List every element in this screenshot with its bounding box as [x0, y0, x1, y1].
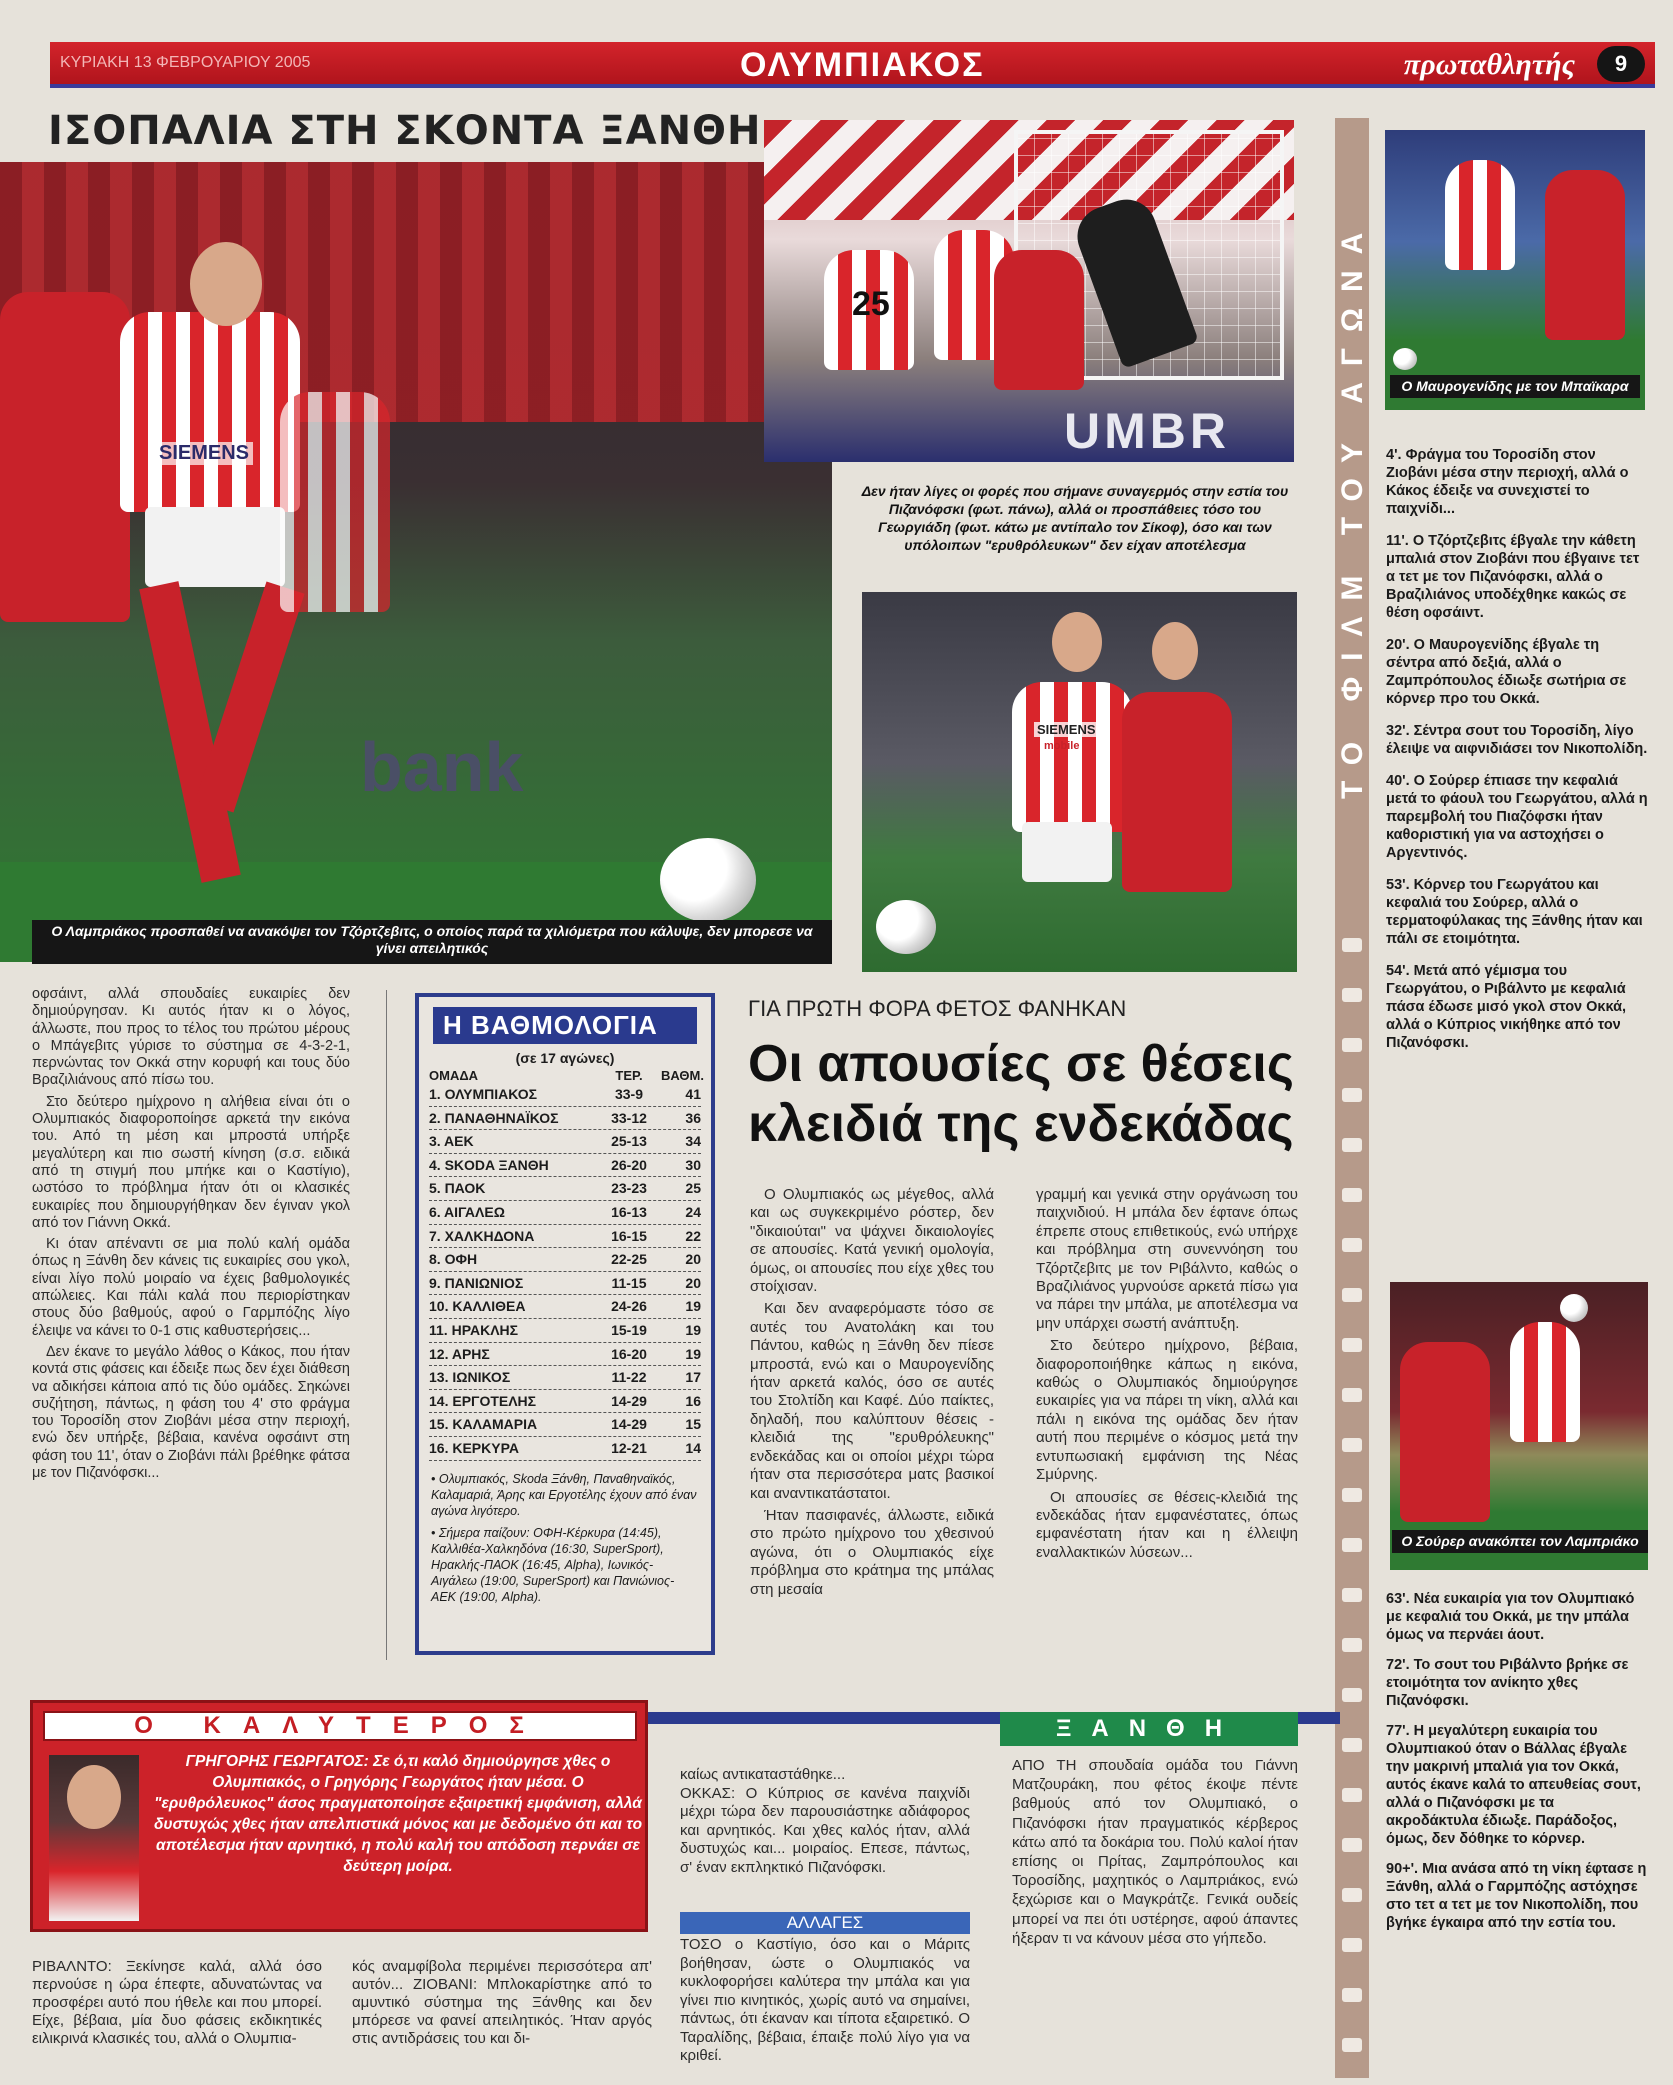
film-event: 72'. Το σουτ του Ριβάλντο βρήκε σε ετοιμότητα τον ανίκητο χθες Πιζανόφσκι.: [1386, 1657, 1629, 1709]
standings-row: 16. ΚΕΡΚΥΡΑ 12-21 14: [429, 1437, 701, 1461]
paragraph: Στο δεύτερο ημίχρονο, βέβαια, διαφοροποιήθηκε κάπως η εικόνα, καθώς ο Ολυμπιακός δημιούργησε ευκαιρίες για να πάρει τη νίκη, αλλά και πάλι η εικόνα της ομάδας δεν ήταν αυτή που περιμένε ο κόσμος μετά την εντυπωσιακή εμφάνιση της Νέας Σμύρνης.: [1036, 1337, 1298, 1484]
page-header: [50, 42, 1655, 88]
section-title: ΟΛΥΜΠΙΑΚΟΣ: [740, 46, 985, 84]
left-article-column: [32, 986, 350, 1482]
article-kicker: ΓΙΑ ΠΡΩΤΗ ΦΟΡΑ ΦΕΤΟΣ ΦΑΝΗΚΑΝ: [748, 996, 1127, 1021]
main-photo-caption: Ο Λαμπριάκος προσπαθεί να ανακόψει τον Τζόρτζεβιτς, ο οποίος παρά τα χιλιόμετρα που κάλυψε, δεν μπορεσε να γίνει απειλητικός: [32, 920, 832, 964]
rating-rivaldo: ΡΙΒΑΛΝΤΟ: Ξεκίνησε καλά, αλλά όσο περνούσε η ώρα έπεφτε, αδυνατώντας να προσφέρει αυτό που ήθελε και που μπορεί. Είχε, βέβαια, μία δυο φάσεις εκδικητικές ειλικρινά κλασικές του, αλλά ο Ολυμπια-: [32, 1958, 322, 2047]
standings-row: 5. ΠΑΟΚ 23-23 25: [429, 1177, 701, 1201]
film-event: 53'. Κόρνερ του Γεωργάτου και κεφαλιά του Σούρερ, αλλά ο τερματοφύλακας της Ξάνθης ήταν και πάλι σε ετοιμότητα.: [1386, 877, 1643, 947]
goalmouth-photo: [764, 120, 1294, 462]
paragraph: Στο δεύτερο ημίχρονο η αλήθεια είναι ότι ο Ολυμπιακός διαφοροποίησε αρκετά την εικόνα του. Από τη μέση και μπροστά υπήρξε μεγαλύτερη και πιο σωστή κίνηση (σ.σ. ειδικά από τη στιγμή που μπήκε και ο Καστίγιο), ωστόσο το πρόβλημα ήταν ότι οι κλασικές ευκαιρίες που δημιουργήθηκαν δεν έγιναν γκολ από τον Γιάννη Οκκά.: [32, 1093, 350, 1231]
film-section-title: ΤΟ ΦΙΛΜ ΤΟΥ ΑΓΩΝΑ: [1336, 216, 1369, 800]
side-photo-1: [1385, 130, 1645, 410]
best-player-box: [30, 1700, 648, 1932]
paragraph: Και δεν αναφερόμαστε τόσο σε αυτές του Ανατολάκη και του Πάντου, καθώς η Ξάνθη δεν πίεσε μπροστά, ενώ και ο Μαυρογενίδης ήταν αρκετά καλός, όσο σε αυτές του Στολτίδη και Καφέ. Δύο παίκτες, δηλαδή, που καλύπτουν θέσεις - κλειδιά της "ερυθρόλευκης" ενδεκάδας και οι οποίοι μέχρι τώρα ήταν στα περισσότερα ματς βασικοί και αναντικατάστατοι.: [750, 1300, 994, 1502]
paragraph: Δεν έκανε το μεγάλο λάθος ο Κάκος, που ήταν κοντά στις φάσεις και έδειξε πως δεν έχει διάθεση να αδικήσει κάποια από τις δύο ομάδες. Σηκώνει συζήτηση, πάντως, η φάση του 4' στο φράγμα του Τοροσίδη στον Ζιοβάνι μέσα στην περιοχή, ενώ δεν υπήρξε, βέβαια, κανένα οφσάιντ στη φάση του 11', όταν ο Ζιοβάνι πάλι βρέθηκε φάτσα με τον Πιζανόφσκι...: [32, 1343, 350, 1482]
best-player-photo: [49, 1755, 139, 1921]
page-headline: ΙΣΟΠΑΛΙΑ ΣΤΗ ΣΚΟΝΤΑ ΞΑΝΘΗ: [48, 108, 762, 154]
standings-row: 8. ΟΦΗ 22-25 20: [429, 1248, 701, 1272]
duel-photo: [862, 592, 1297, 972]
standings-row: 9. ΠΑΝΙΩΝΙΟΣ 11-15 20: [429, 1272, 701, 1296]
standings-row: 6. ΑΙΓΑΛΕΩ 16-13 24: [429, 1201, 701, 1225]
standings-row: 15. ΚΑΛΑΜΑΡΙΑ 14-29 15: [429, 1413, 701, 1437]
rating-okkas: καίως αντικαταστάθηκε... ΟΚΚΑΣ: Ο Κύπριος σε κανένα παιχνίδι μέχρι τώρα δεν παρουσιάστηκε αδιάφορος και αρνητικός. Και χθες καλός ήταν, αλλά δυστυχώς και... μοιραίος. Επεσε, πάντως, σ' έναν εκπληκτικό Πιζανόφσκι.: [680, 1766, 970, 1876]
player-head: [190, 242, 262, 326]
side-photo-1-caption: Ο Μαυρογενίδης με τον Μπαϊκαρα: [1390, 375, 1640, 398]
goalmouth-caption: Δεν ήταν λίγες οι φορές που σήμανε συναγερμός στην εστία του Πιζανόφσκι (φωτ. πάνω), αλλά οι προσπάθειες τόσο του Γεωργιάδη (φωτ. κάτω με αντίπαλο τον Σίκοφ), όσο και των υπόλοιπων "ερυθρόλευκων" δεν είχαν αποτέλεσμα: [861, 483, 1289, 553]
xanthi-text: ΑΠΟ ΤΗ σπουδαία ομάδα του Γιάννη Ματζουράκη, που φέτος έκοψε πέντε βαθμούς από τον Ολυμπιακό, ο Πιζανόφσκι ήταν πραγματικός κέρβερος κάτω από τα δοκάρια του. Πολύ καλοί ήταν επίσης οι Πρίτας, Ζαμπρόπουλος και Τοροσίδης, μαχητικός ο Λαμπριάκος, ενώ ξεχώρισε και ο Μαγκράτζε. Γενικά ουδείς μπορεί να πει ότι υστέρησε, αφού άπαντες ήξεραν τι να κάνουν μέσα στο γήπεδο.: [1012, 1757, 1298, 1947]
standings-row: 7. ΧΑΛΚΗΔΟΝΑ 16-15 22: [429, 1225, 701, 1249]
film-event: 11'. Ο Τζόρτζεβιτς έβγαλε την κάθετη μπαλιά στον Ζιοβάνι που έβγαινε τετ α τετ με τον Πιζανόφσκι, αλλά ο Βραζιλιάνος υποδέχθηκε κακώς σε θέση οφσάιντ.: [1386, 533, 1640, 621]
side-photo-2: [1390, 1282, 1648, 1570]
issue-date: ΚΥΡΙΑΚΗ 13 ΦΕΒΡΟΥΑΡΙΟΥ 2005: [60, 54, 311, 71]
best-player-text: ΓΡΗΓΟΡΗΣ ΓΕΩΡΓΑΤΟΣ: Σε ό,τι καλό δημιούργησε χθες ο Ολυμπιακός, ο Γρηγόρης Γεωργάτος ήταν μέσα. Ο "ερυθρόλευκος" άσος πραγματοποίησε εξαιρετική εμφάνιση, αλλά δυστυχώς χθες ήταν απελπιστικά μόνος και με δεδομένο ότι και το αποτέλεσμα ήταν αρνητικό, η πολύ καλή του απόδοση περνάει σε δεύτερη μοίρα.: [153, 1753, 643, 1875]
standings-row: 1. ΟΛΥΜΠΙΑΚΟΣ 33-9 41: [429, 1083, 701, 1107]
main-match-photo: [0, 162, 832, 962]
side-photo-2-caption: Ο Σούρερ ανακόπτει τον Λαμπριάκο: [1392, 1530, 1648, 1553]
paragraph: Κι όταν απέναντι σε μια πολύ καλή ομάδα όπως η Ξάνθη δεν κάνεις τις ευκαιρίες σου γκολ, είναι λίγο πολύ μοιραίο να έχεις βαθμολογικές απώλειες. Και πάλι καλά που περιορίστηκαν στους δύο βαθμούς, αφού ο Γαρμπόζης λίγο έλειψε να κάνει το 0-1 στις καθυστερήσεις...: [32, 1236, 350, 1339]
ad-board-text: bank: [360, 728, 524, 806]
film-event: 32'. Σέντρα σουτ του Τοροσίδη, λίγο έλειψε να αιφνιδιάσει τον Νικοπολίδη.: [1386, 723, 1648, 757]
substitutions-title: ΑΛΛΑΓΕΣ: [680, 1912, 970, 1934]
film-event: 54'. Μετά από γέμισμα του Γεωργάτου, ο Ριβάλντο με κεφαλιά πάσα έδωσε μισό γκολ στον Οκκά, αλλά ο Κύπριος νικήθηκε από τον Πιζανόφσκι.: [1386, 963, 1627, 1051]
shirt-sponsor: SIEMENS: [155, 442, 253, 465]
film-event: 4'. Φράγμα του Τοροσίδη στον Ζιοβάνι μέσα στην περιοχή, αλλά ο Κάκος έδειξε να συνεχιστεί το παιχνίδι...: [1386, 447, 1629, 517]
film-event: 77'. Η μεγαλύτερη ευκαιρία του Ολυμπιακού όταν ο Βάλλας έβγαλε την μακρινή μπαλιά για τον Οκκά, αυτός έκανε καλά το απευθείας σουτ, αλλά ο Πιζανόφσκι με τα ακροδάκτυλα έδιωξε. Παράδοξος, όμως, δεν δόθηκε το κόρνερ.: [1386, 1723, 1641, 1847]
paragraph: Ήταν πασιφανές, άλλωστε, ειδικά στο πρώτο ημίχρονο του χθεσινού αγώνα, ότι ο Ολυμπιακός είχε πρόβλημα στο κράτημα της μπάλας στη μεσαία: [750, 1506, 994, 1598]
standings-note: • Ολυμπιακός, Skoda Ξάνθη, Παναθηναϊκός, Καλαμαριά, Άρης και Εργοτέλης έχουν από έναν αγώνα λιγότερο.: [431, 1471, 697, 1518]
opponent-player: [0, 292, 130, 622]
standings-header: ΟΜΑΔΑ ΤΕΡ. ΒΑΘΜ.: [429, 1068, 704, 1083]
article-column-2: [1036, 1186, 1298, 1562]
standings-note: • Σήμερα παίζουν: ΟΦΗ-Κέρκυρα (14:45), Καλλιθέα-Χαλκηδόνα (16:30, SuperSport), Ηρακλής-ΠΑΟΚ (16:45, Alpha), Ιωνικός-Αιγάλεω (19:00, SuperSport) και Πανιώνιος-ΑΕΚ (19:00, Alpha).: [431, 1525, 675, 1604]
film-events-bottom: [1386, 1590, 1648, 1932]
standings-row: 13. ΙΩΝΙΚΟΣ 11-22 17: [429, 1366, 701, 1390]
shirt-sponsor-2: SIEMENS: [1034, 722, 1099, 737]
substitutions-text: ΤΟΣΟ ο Καστίγιο, όσο και ο Μάριτς βοήθησαν, ώστε ο Ολυμπιακός να κυκλοφορήσει καλύτερα την μπάλα και για γίνει πιο κινητικός, χωρίς αυτό να σημαίνει, πάντως, ότι έκαναν και τίποτα εξαιρετικό. Ο Ταραλίδης, βέβαια, έπαιξε πολύ λίγο για να κριθεί.: [680, 1936, 970, 2064]
standings-notes: [431, 1471, 699, 1605]
paragraph: γραμμή και γενικά στην οργάνωση του παιχνιδιού. Η μπάλα δεν έφτανε όπως έπρεπε στους επιθετικούς, ενώ υπήρχε και πρόβλημα στη συνεννόηση του Τζόρτζεβιτς με τον Ριβάλντο, καθώς ο Βραζιλιάνος γυρνούσε αρκετά πίσω για να πάρει την μπάλα, με αποτέλεσμα να μην υπάρχει σωστή ανάπτυξη.: [1036, 1186, 1298, 1332]
board-text: UMBR: [1064, 403, 1230, 459]
best-player-title: Ο ΚΑΛΥΤΕΡΟΣ: [43, 1711, 637, 1741]
standings-row: 12. ΑΡΗΣ 16-20 19: [429, 1343, 701, 1367]
newspaper-brand: πρωταθλητής: [1403, 48, 1575, 81]
shirt-number: 25: [852, 285, 890, 323]
shirt-sponsor-3: mobile: [1044, 740, 1080, 752]
standings-row: 3. ΑΕΚ 25-13 34: [429, 1130, 701, 1154]
article-column-1: [750, 1186, 994, 1599]
xanthi-title: ΞΑΝΘΗ: [1000, 1712, 1298, 1746]
standings-table: [415, 993, 715, 1655]
standings-row: 10. ΚΑΛΛΙΘΕΑ 24-26 19: [429, 1295, 701, 1319]
standings-row: 2. ΠΑΝΑΘΗΝΑΪΚΟΣ 33-12 36: [429, 1107, 701, 1131]
standings-row: 4. SKODA ΞΑΝΘΗ 26-20 30: [429, 1154, 701, 1178]
paragraph: Ο Ολυμπιακός ως μέγεθος, αλλά και ως συγκεκριμένο ρόστερ, δεν "δικαιούται" να ψάχνει δικαιολογίες σε απουσίες. Κατά γενική ομολογία, όμως, οι απουσίες που είχε χθες του στοίχισαν.: [750, 1186, 994, 1296]
standings-subtitle: (σε 17 αγώνες): [515, 1050, 615, 1066]
film-event: 40'. Ο Σούρερ έπιασε την κεφαλιά μετά το φάουλ του Γεωργάτου, αλλά η παρεμβολή του Πιαζόφσκι ήταν καθοριστική για να αστοχήσει ο Αργεντινός.: [1386, 773, 1648, 861]
article-title: Οι απουσίες σε θέσεις κλειδιά της ενδεκάδας: [748, 1035, 1294, 1153]
standings-title: Η ΒΑΘΜΟΛΟΓΙΑ: [433, 1007, 697, 1044]
film-event: 90+'. Μια ανάσα από τη νίκη έφτασε η Ξάνθη, αλλά ο Γαρμπόζης αστόχησε στο τετ α τετ με τον Νικοπολίδη, που βγήκε έγκαιρα από την εστία του.: [1386, 1861, 1647, 1931]
standings-row: 11. ΗΡΑΚΛΗΣ 15-19 19: [429, 1319, 701, 1343]
rating-ziovani: κός αναμφίβολα περιμένει περισσότερα απ' αυτόν... ΖΙΟΒΑΝΙ: Μπλοκαρίστηκε από το αμυντικό σύστημα της Ξάνθης και δεν μπόρεσε να φανεί απειλητικός. Ήταν αργός στις αντιδράσεις του και δι-: [352, 1958, 652, 2047]
paragraph: Οι απουσίες σε θέσεις-κλειδιά της ενδεκάδας ήταν εμφανέστατες, όπως εμφανέστατη ήταν και η έλλειψη εναλλακτικών λύσεων...: [1036, 1488, 1298, 1561]
olympiakos-player: [120, 312, 300, 512]
film-event: 20'. Ο Μαυρογενίδης έβγαλε τη σέντρα από δεξιά, αλλά ο Ζαμπρόπουλος έδιωξε σωτήρια σε κόρνερ προ του Οκκά.: [1386, 637, 1627, 707]
page-number: 9: [1597, 46, 1645, 82]
paragraph: οφσάιντ, αλλά σπουδαίες ευκαιρίες δεν δημιούργησαν. Κι αυτός ήταν κι ο λόγος, άλλωστε, που προς το τέλος του πρώτου μέρους ο Μπάγεβιτς γύρισε το σύστημα σε 4-3-2-1, περνώντας τον Οκκά στην κορυφή και τους δύο Βραζιλιάνους από πίσω του.: [32, 986, 350, 1089]
football: [660, 838, 756, 922]
standings-row: 14. ΕΡΓΟΤΕΛΗΣ 14-29 16: [429, 1390, 701, 1414]
film-events-top: [1386, 446, 1648, 1052]
film-event: 63'. Νέα ευκαιρία για τον Ολυμπιακό με κεφαλιά του Οκκά, με την μπάλα όμως να περνάει άουτ.: [1386, 1591, 1635, 1643]
